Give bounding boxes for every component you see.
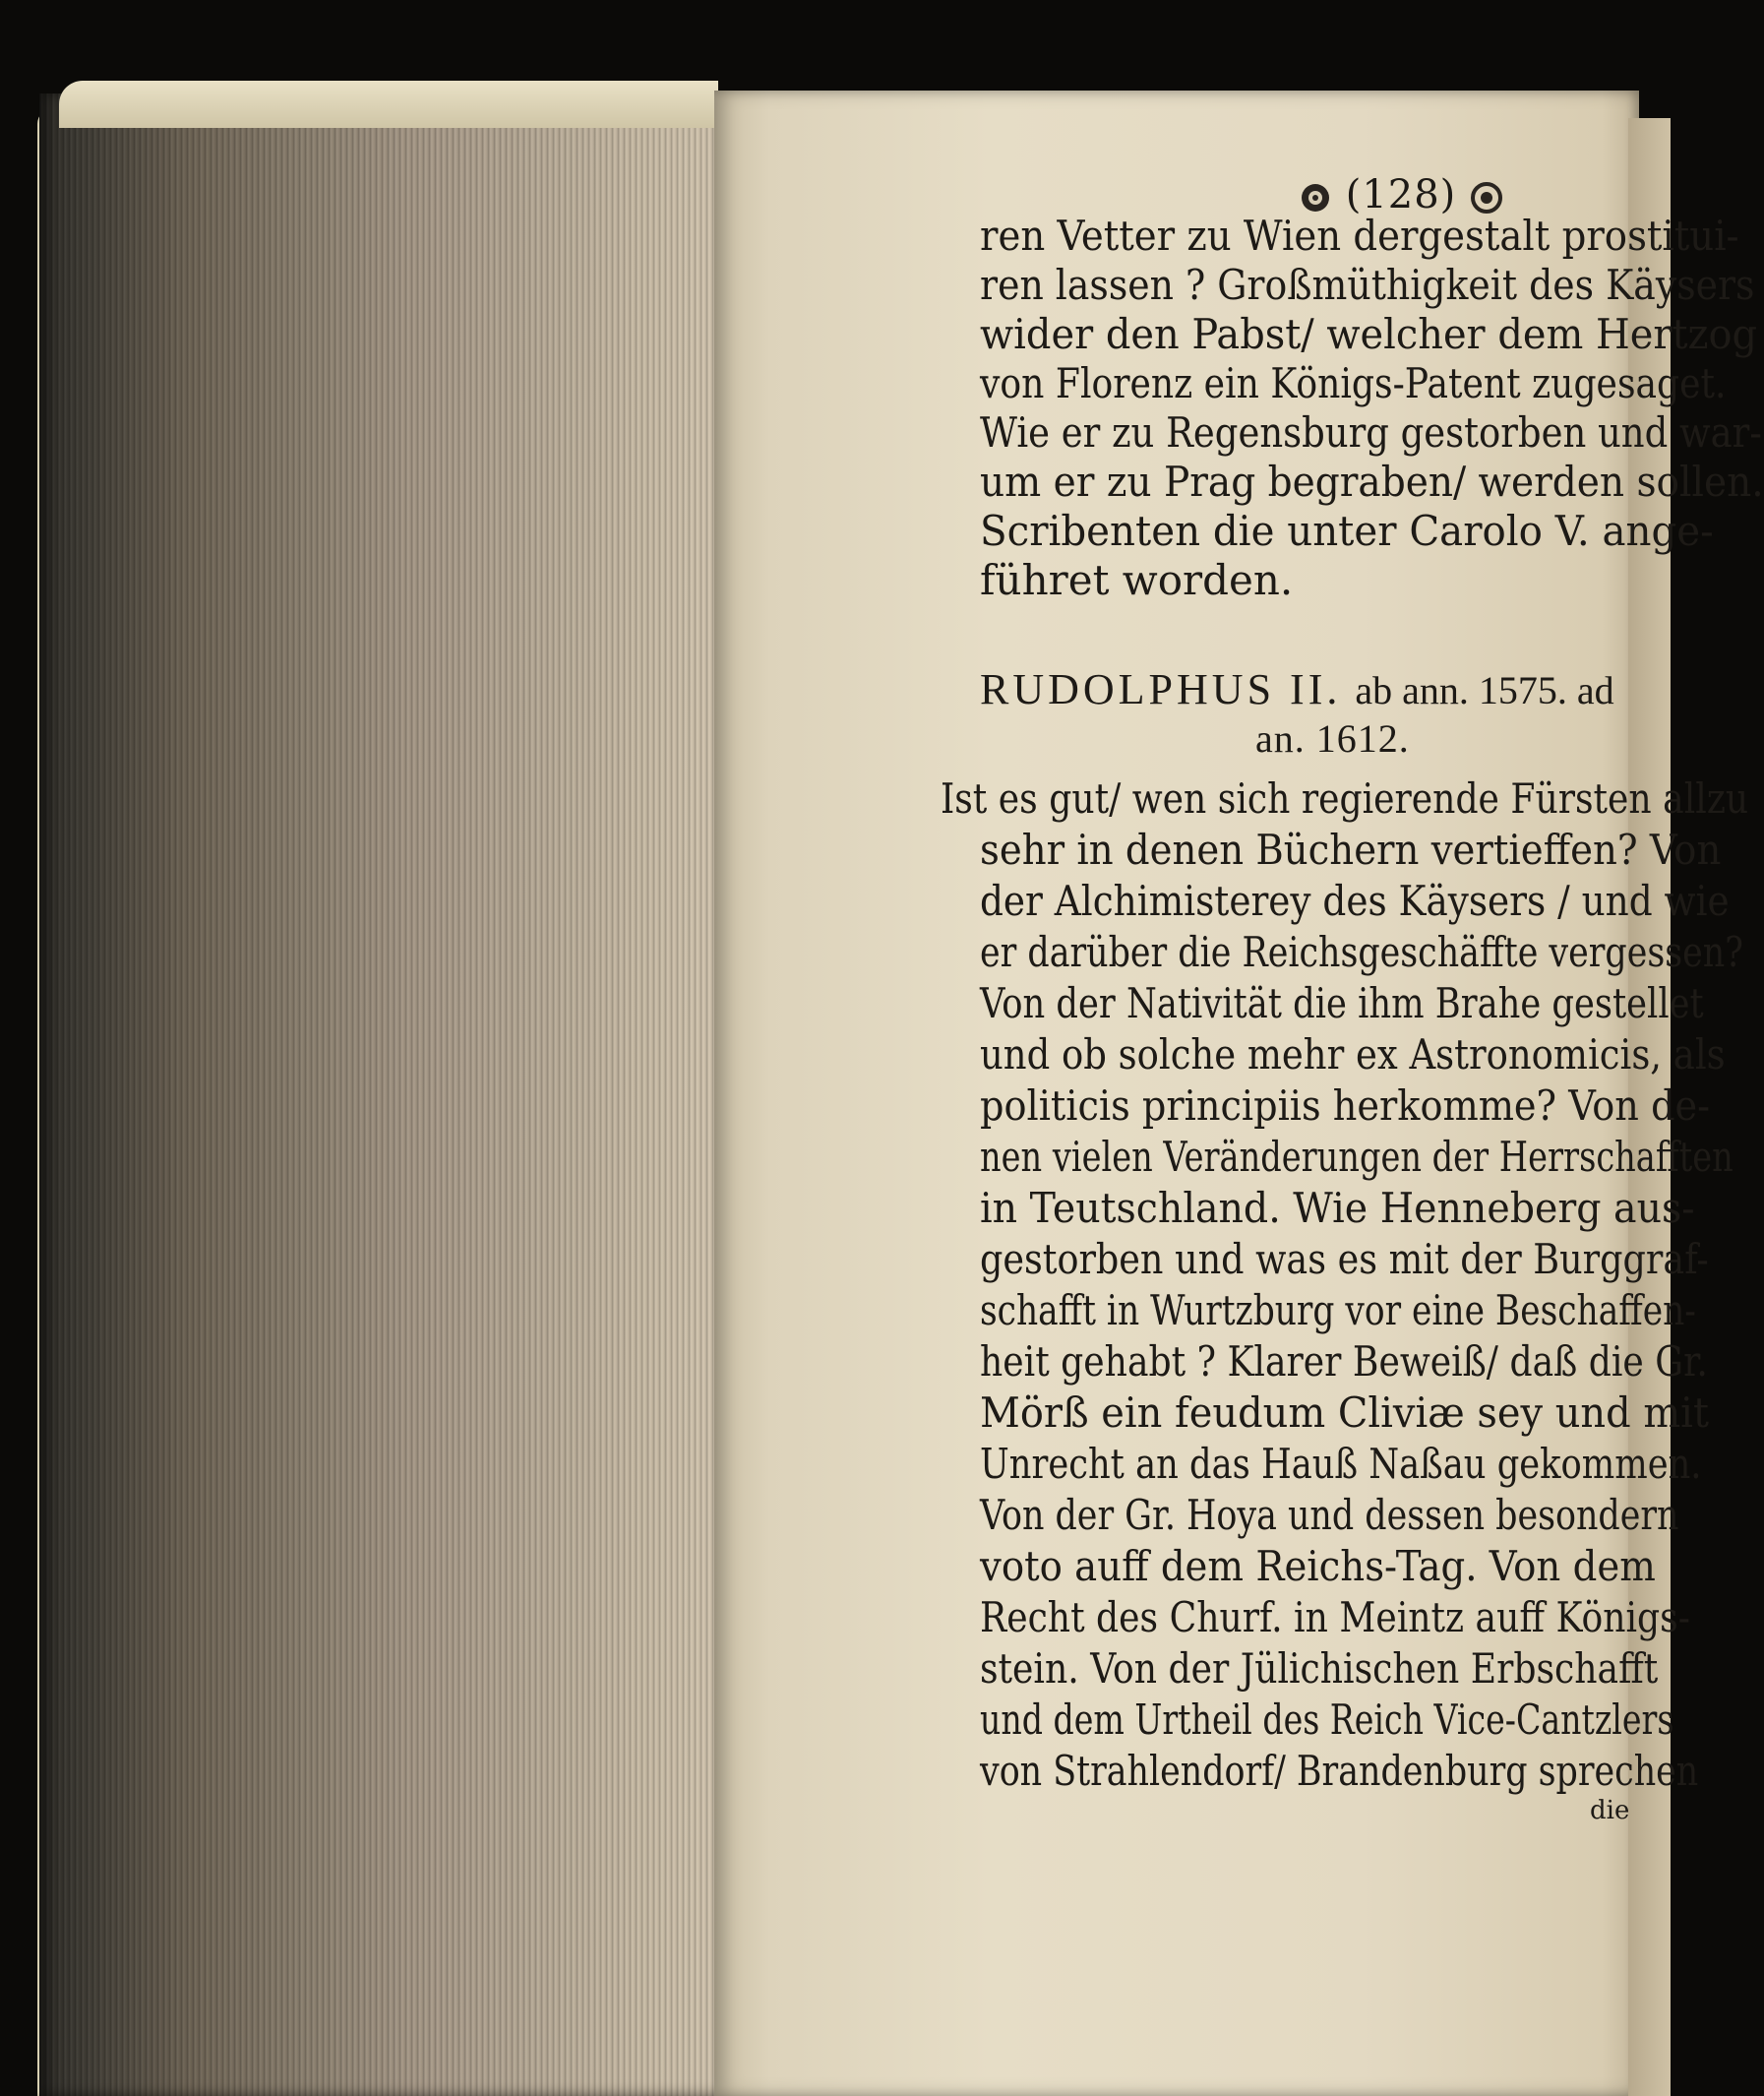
text-line: schafft in Wurtzburg vor eine Beschaffen- <box>980 1286 1696 1334</box>
text-line: in Teutschland. Wie Henneberg aus- <box>980 1184 1695 1232</box>
text-line: gestorben und was es mit der Burggraf- <box>980 1235 1709 1283</box>
text-line: Scribenten die unter Carolo V. ange- <box>980 507 1714 555</box>
text-line: heit gehabt ? Klarer Beweiß/ daß die Gr. <box>980 1337 1708 1386</box>
text-line: nen vielen Veränderungen der Herrschafften <box>980 1133 1734 1181</box>
book-top-edge <box>59 81 718 128</box>
text-line: und dem Urtheil des Reich Vice-Cantzlers <box>980 1695 1674 1744</box>
text-line: Wie er zu Regensburg gestorben und war- <box>980 408 1762 457</box>
rosette-ornament-icon <box>1470 181 1503 215</box>
text-line: ren lassen ? Großmüthigkeit des Käysers <box>980 261 1755 309</box>
text-line: und ob solche mehr ex Astronomicis, als <box>980 1030 1726 1079</box>
text-line: voto auff dem Reichs-Tag. Von dem <box>980 1542 1656 1590</box>
catchword: die <box>1590 1796 1630 1825</box>
page-edges <box>39 93 718 2096</box>
text-line: er darüber die Reichsgeschäffte vergessen? <box>980 928 1743 976</box>
text-line: ren Vetter zu Wien dergestalt prostitui- <box>980 212 1739 260</box>
text-line: Von der Nativität die ihm Brahe gestellet <box>980 979 1704 1027</box>
text-line: Von der Gr. Hoya und dessen besondern <box>980 1491 1679 1539</box>
text-line: Unrecht an das Hauß Naßau gekommen. <box>980 1440 1702 1488</box>
heading-range-end: an. 1612. <box>1255 716 1410 761</box>
page-number-text: (128) <box>1345 172 1457 217</box>
heading-range: ab ann. 1575. ad <box>1355 668 1614 712</box>
text-line: führet worden. <box>980 556 1294 604</box>
text-line: stein. Von der Jülichischen Erbschafft <box>980 1644 1659 1693</box>
text-line: Mörß ein feudum Cliviæ sey und mit <box>980 1388 1709 1437</box>
text-line: wider den Pabst/ welcher dem Hertzog <box>980 310 1758 358</box>
text-line: politicis principiis herkomme? Von de- <box>980 1081 1711 1130</box>
text-line: sehr in denen Büchern vertieffen? Von <box>980 826 1722 874</box>
rosette-ornament-icon <box>1299 181 1332 215</box>
section-heading <box>980 664 1614 714</box>
text-line: der Alchimisterey des Käysers / und wie <box>980 877 1730 925</box>
text-line: Ist es gut/ wen sich regierende Fürsten allzu <box>941 774 1749 823</box>
text-line: Recht des Churf. in Meintz auff Königs- <box>980 1593 1690 1641</box>
heading-name: RUDOLPHUS II. <box>980 665 1342 713</box>
text-line: um er zu Prag begraben/ werden sollen. <box>980 458 1764 506</box>
text-line: von Florenz ein Königs-Patent zugesaget. <box>980 359 1727 407</box>
text-line: von Strahlendorf/ Brandenburg sprechen <box>980 1747 1699 1795</box>
